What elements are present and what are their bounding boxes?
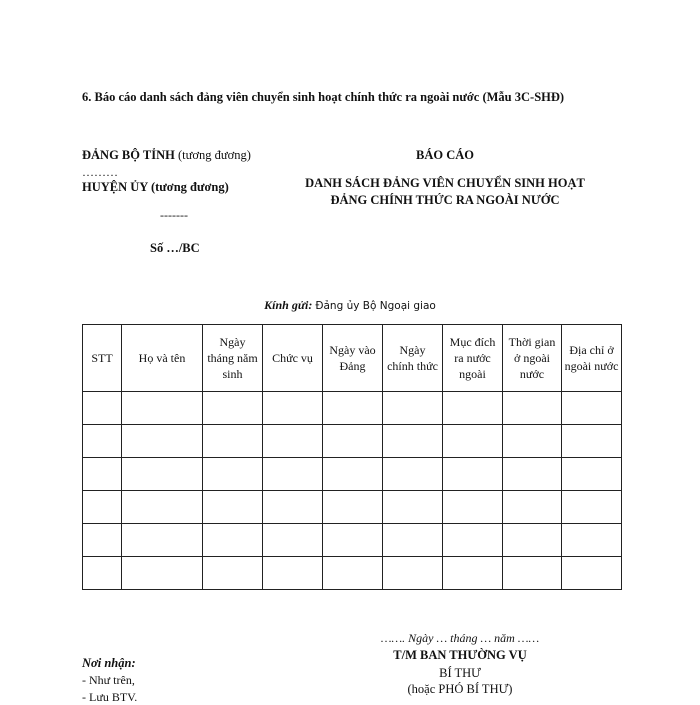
table-cell xyxy=(203,458,263,491)
table-header-row xyxy=(83,325,622,392)
table-cell xyxy=(503,491,562,524)
table-cell xyxy=(263,557,323,590)
recipient-item: - Lưu BTV. xyxy=(82,690,138,704)
table-cell xyxy=(263,425,323,458)
table-cell xyxy=(263,458,323,491)
table-cell xyxy=(203,425,263,458)
recipient-label: Kính gửi: xyxy=(264,298,313,312)
report-title: BÁO CÁO xyxy=(416,148,474,162)
table-cell xyxy=(503,557,562,590)
report-title-block xyxy=(270,148,620,209)
table-cell xyxy=(562,524,622,557)
table-cell xyxy=(122,491,203,524)
table-cell xyxy=(83,524,122,557)
recipient-value: Đảng ủy Bộ Ngoại giao xyxy=(315,300,436,312)
table-cell xyxy=(503,392,562,425)
report-subtitle-line2: ĐẢNG CHÍNH THỨC RA NGOÀI NƯỚC xyxy=(330,193,560,207)
dots-placeholder: ……… xyxy=(82,165,118,179)
table-cell xyxy=(203,392,263,425)
report-subtitle-line1: DANH SÁCH ĐẢNG VIÊN CHUYỂN SINH HOẠT xyxy=(305,176,585,190)
recipient-line xyxy=(0,298,700,313)
table-cell xyxy=(323,557,383,590)
table-cell xyxy=(443,458,503,491)
recipients-label: Nơi nhận: xyxy=(82,656,136,670)
date-line: ……. Ngày … tháng … năm …… xyxy=(380,631,540,645)
table-row xyxy=(83,557,622,590)
table-cell xyxy=(83,557,122,590)
table-cell xyxy=(83,425,122,458)
col-header-birthdate: Ngày tháng năm sinh xyxy=(203,325,263,392)
table-cell xyxy=(383,524,443,557)
recipient-item: - Như trên, xyxy=(82,673,135,687)
table-cell xyxy=(503,458,562,491)
col-header-position: Chức vụ xyxy=(263,325,323,392)
table-cell xyxy=(503,524,562,557)
col-header-stt: STT xyxy=(83,325,122,392)
signature-alt-role: (hoặc PHÓ BÍ THƯ) xyxy=(407,682,513,696)
table-cell xyxy=(562,491,622,524)
table-body xyxy=(83,392,622,590)
table-cell xyxy=(383,458,443,491)
table-cell xyxy=(503,425,562,458)
table-cell xyxy=(83,392,122,425)
table-cell xyxy=(562,557,622,590)
table-cell xyxy=(383,392,443,425)
table-row xyxy=(83,392,622,425)
table-cell xyxy=(323,392,383,425)
table-row xyxy=(83,425,622,458)
table-cell xyxy=(323,425,383,458)
table-cell xyxy=(83,491,122,524)
signature-title: T/M BAN THƯỜNG VỤ xyxy=(393,648,527,662)
table-cell xyxy=(263,491,323,524)
table-cell xyxy=(383,491,443,524)
table-cell xyxy=(203,491,263,524)
table-cell xyxy=(443,491,503,524)
report-number: Số …/BC xyxy=(150,241,200,255)
party-committee-note: (tương đương) xyxy=(177,148,251,162)
table-cell xyxy=(122,557,203,590)
col-header-official-date: Ngày chính thức xyxy=(383,325,443,392)
table-cell xyxy=(122,392,203,425)
issuer-block xyxy=(82,148,251,195)
table-row xyxy=(83,458,622,491)
col-header-purpose: Mục đích ra nước ngoài xyxy=(443,325,503,392)
document-heading: 6. Báo cáo danh sách đảng viên chuyển sinh hoạt chính thức ra ngoài nước (Mẫu 3C-SHĐ) xyxy=(82,90,565,104)
party-committee-name xyxy=(82,148,251,163)
table-cell xyxy=(562,425,622,458)
table-cell xyxy=(383,557,443,590)
table-cell xyxy=(203,557,263,590)
table-cell xyxy=(443,524,503,557)
separator-line: ------- xyxy=(160,208,188,222)
district-committee-name: HUYỆN ỦY (tương đương) xyxy=(82,180,229,194)
party-committee-bold: ĐẢNG BỘ TỈNH xyxy=(82,148,175,162)
table-cell xyxy=(122,425,203,458)
table-cell xyxy=(122,524,203,557)
table-cell xyxy=(443,557,503,590)
table-cell xyxy=(562,392,622,425)
table-cell xyxy=(122,458,203,491)
col-header-address: Địa chỉ ở ngoài nước xyxy=(562,325,622,392)
signature-role: BÍ THƯ xyxy=(439,666,481,680)
col-header-join-date: Ngày vào Đảng xyxy=(323,325,383,392)
table-cell xyxy=(203,524,263,557)
table-cell xyxy=(383,425,443,458)
member-list-table xyxy=(82,324,622,590)
table-cell xyxy=(263,524,323,557)
table-row xyxy=(83,524,622,557)
table-cell xyxy=(443,392,503,425)
table-cell xyxy=(323,458,383,491)
table-cell xyxy=(562,458,622,491)
col-header-name: Họ và tên xyxy=(122,325,203,392)
table-cell xyxy=(83,458,122,491)
col-header-duration: Thời gian ở ngoài nước xyxy=(503,325,562,392)
table-row xyxy=(83,491,622,524)
table-cell xyxy=(323,491,383,524)
table-cell xyxy=(443,425,503,458)
table-cell xyxy=(263,392,323,425)
table-cell xyxy=(323,524,383,557)
